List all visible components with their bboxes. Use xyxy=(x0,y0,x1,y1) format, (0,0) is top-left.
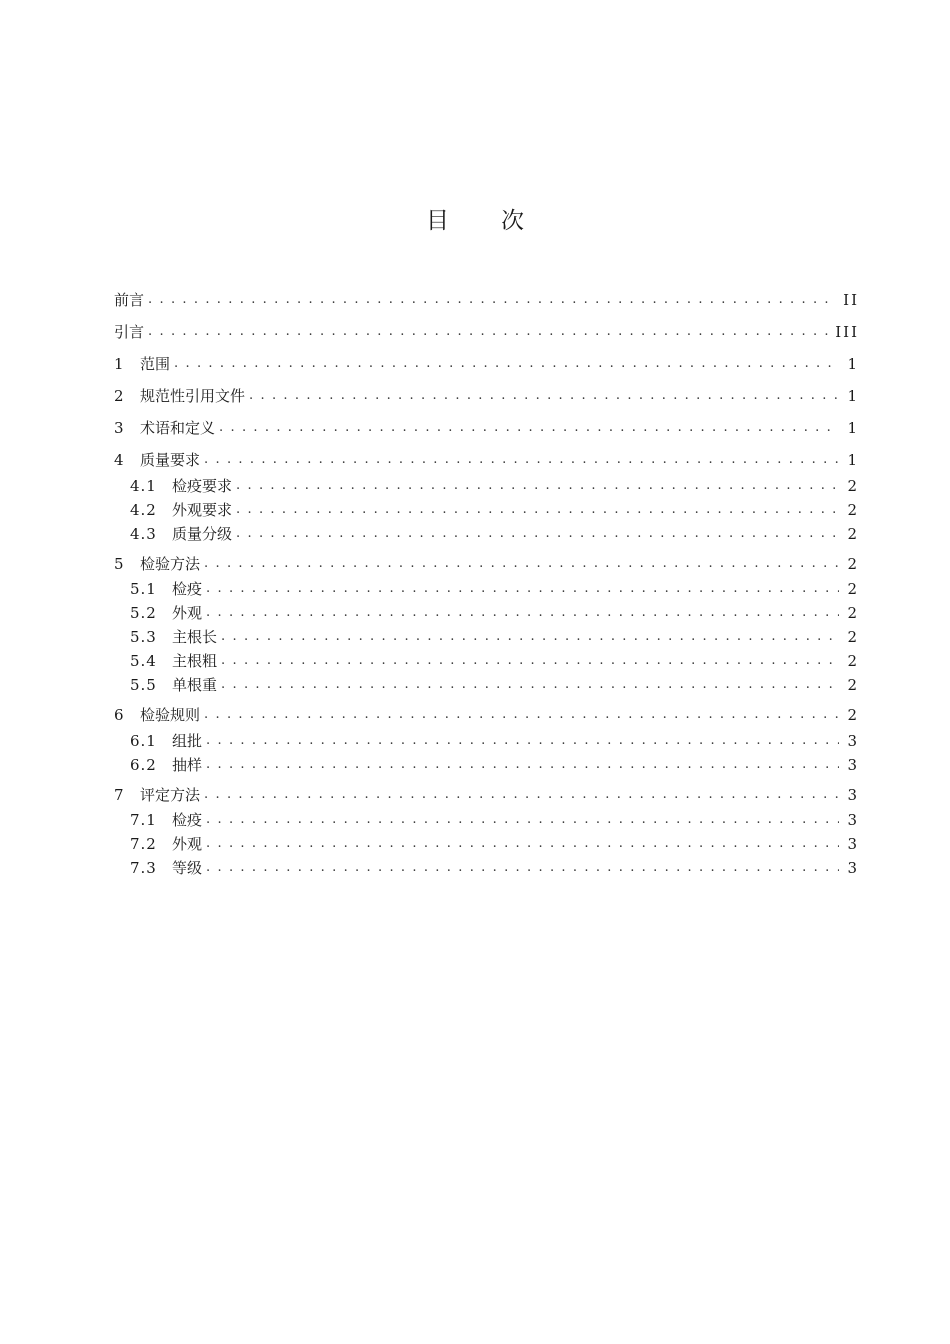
toc-entry-number: 1 xyxy=(114,355,125,373)
toc-entry-title: 外观 xyxy=(172,604,203,622)
page-title-right: 次 xyxy=(501,208,524,234)
toc-entry-title: 检疫要求 xyxy=(172,477,233,495)
toc-entry[interactable] xyxy=(114,447,859,469)
toc-entry[interactable] xyxy=(114,351,859,373)
toc-dot-leader xyxy=(236,501,839,519)
toc-entry-number: 5.1 xyxy=(130,580,157,598)
toc-entry-page: 2 xyxy=(847,525,859,543)
toc-entry-title: 外观要求 xyxy=(172,501,233,519)
toc-entry-number: 4.3 xyxy=(130,525,157,543)
toc-entry-title: 引言 xyxy=(114,323,145,341)
toc-entry-page: 1 xyxy=(847,419,859,437)
toc-entry-title: 规范性引用文件 xyxy=(140,387,246,405)
toc-entry-page: 1 xyxy=(847,387,859,405)
toc-entry-title: 检验规则 xyxy=(140,706,201,724)
toc-entry-number: 6.1 xyxy=(130,732,157,750)
toc-entry-title: 等级 xyxy=(172,859,203,877)
toc-entry-title: 前言 xyxy=(114,291,145,309)
toc-entry-page: 2 xyxy=(847,477,859,495)
toc-entry[interactable] xyxy=(114,415,859,437)
toc-entry-title: 抽样 xyxy=(172,756,203,774)
toc-entry-page: 2 xyxy=(847,676,859,694)
toc-entry[interactable] xyxy=(114,287,859,309)
toc-entry-number: 7 xyxy=(114,786,125,804)
toc-entry-title: 检疫 xyxy=(172,580,203,598)
toc-entry-page: 2 xyxy=(847,604,859,622)
toc-entry[interactable] xyxy=(114,497,859,519)
toc-dot-leader xyxy=(236,525,839,543)
toc-entry-number: 7.3 xyxy=(130,859,157,877)
toc-entry[interactable] xyxy=(114,551,859,573)
toc-dot-leader xyxy=(204,786,839,804)
toc-entry[interactable] xyxy=(114,728,859,750)
toc-entry-title: 评定方法 xyxy=(140,786,201,804)
toc-entry[interactable] xyxy=(114,624,859,646)
toc-entry-number: 4.1 xyxy=(130,477,157,495)
toc-entry-number: 5.4 xyxy=(130,652,157,670)
toc-entry[interactable] xyxy=(114,383,859,405)
toc-entry-page: 2 xyxy=(847,652,859,670)
toc-entry-page: 3 xyxy=(847,756,859,774)
toc-dot-leader xyxy=(221,628,839,646)
toc-entry[interactable] xyxy=(114,521,859,543)
toc-entry-page: 2 xyxy=(847,628,859,646)
toc-entry-number: 5.3 xyxy=(130,628,157,646)
toc-entry-page: 3 xyxy=(847,786,859,804)
toc-entry-page: 2 xyxy=(847,706,859,724)
toc-dot-leader xyxy=(219,419,839,437)
toc-entry[interactable] xyxy=(114,473,859,495)
page-title xyxy=(0,202,950,235)
toc-entry[interactable] xyxy=(114,752,859,774)
toc-dot-leader xyxy=(206,859,839,877)
toc-entry[interactable] xyxy=(114,782,859,804)
toc-entry-number: 7.2 xyxy=(130,835,157,853)
toc-dot-leader xyxy=(206,604,839,622)
toc-entry[interactable] xyxy=(114,702,859,724)
toc-entry-page: 2 xyxy=(847,501,859,519)
toc-dot-leader xyxy=(206,756,839,774)
toc-entry-title: 组批 xyxy=(172,732,203,750)
toc-entry-page: 1 xyxy=(847,451,859,469)
toc-dot-leader xyxy=(204,706,839,724)
toc-entry-number: 3 xyxy=(114,419,125,437)
toc-entry-title: 外观 xyxy=(172,835,203,853)
toc-entry-title: 主根粗 xyxy=(172,652,218,670)
toc-entry-title: 质量要求 xyxy=(140,451,201,469)
toc-entry-page: 3 xyxy=(847,835,859,853)
toc-dot-leader xyxy=(206,811,839,829)
toc-dot-leader xyxy=(236,477,839,495)
toc-dot-leader xyxy=(249,387,839,405)
toc-dot-leader xyxy=(204,451,839,469)
toc-dot-leader xyxy=(221,652,839,670)
toc-entry-title: 质量分级 xyxy=(172,525,233,543)
toc-entry[interactable] xyxy=(114,319,859,341)
toc-entry[interactable] xyxy=(114,600,859,622)
toc-dot-leader xyxy=(221,676,839,694)
toc-entry-page: 2 xyxy=(847,555,859,573)
toc-entry-page: 3 xyxy=(847,732,859,750)
toc-entry-title: 术语和定义 xyxy=(140,419,216,437)
toc-entry-page: 2 xyxy=(847,580,859,598)
toc-entry-page: II xyxy=(843,291,859,309)
toc-entry[interactable] xyxy=(114,648,859,670)
toc-entry-number: 5.2 xyxy=(130,604,157,622)
toc-entry-number: 2 xyxy=(114,387,125,405)
toc-entry-number: 7.1 xyxy=(130,811,157,829)
toc-dot-leader xyxy=(206,835,839,853)
toc-entry-title: 范围 xyxy=(140,355,171,373)
toc-entry-page: 3 xyxy=(847,859,859,877)
toc-entry-title: 主根长 xyxy=(172,628,218,646)
toc-dot-leader xyxy=(206,732,839,750)
toc-entry-number: 5 xyxy=(114,555,125,573)
toc-entry[interactable] xyxy=(114,576,859,598)
toc-dot-leader xyxy=(148,323,829,341)
toc-entry-title: 检疫 xyxy=(172,811,203,829)
toc-entry-page: 3 xyxy=(847,811,859,829)
toc-entry-number: 4 xyxy=(114,451,125,469)
toc-entry-number: 6 xyxy=(114,706,125,724)
toc-entry[interactable] xyxy=(114,855,859,877)
toc-entry[interactable] xyxy=(114,807,859,829)
toc-entry-number: 6.2 xyxy=(130,756,157,774)
toc-entry-title: 检验方法 xyxy=(140,555,201,573)
toc-dot-leader xyxy=(204,555,839,573)
toc-entry-title: 单根重 xyxy=(172,676,218,694)
toc-entry-number: 4.2 xyxy=(130,501,157,519)
toc-entry[interactable] xyxy=(114,831,859,853)
toc-dot-leader xyxy=(206,580,839,598)
toc-dot-leader xyxy=(174,355,839,373)
toc-dot-leader xyxy=(148,291,837,309)
page-title-left: 目 xyxy=(426,208,449,234)
toc-entry[interactable] xyxy=(114,672,859,694)
toc-entry-page: III xyxy=(835,323,859,341)
toc-entry-page: 1 xyxy=(847,355,859,373)
toc-entry-number: 5.5 xyxy=(130,676,157,694)
